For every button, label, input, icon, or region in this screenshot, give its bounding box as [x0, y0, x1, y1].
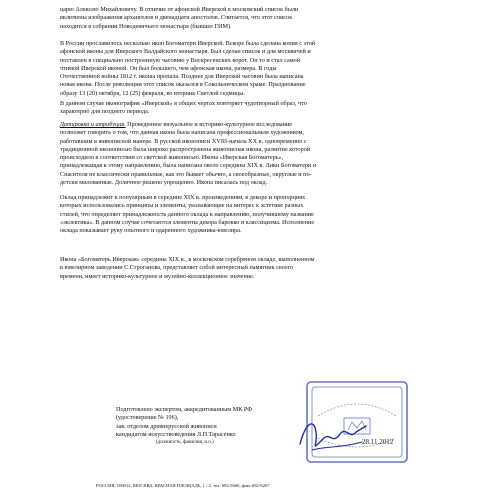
- text-line: которых использовались принципы и элементы, указывающие на интерес к эстетике разных: [60, 202, 304, 210]
- paragraph-conclusion: [60, 256, 472, 281]
- paragraph-iconography: [60, 100, 472, 117]
- text-line: кандидатом искусствоведения Л.П.Тарасенко: [116, 430, 236, 438]
- text-line: в ювелирном заведении С.Строганова, представляет собой интересный памятник своего: [60, 264, 294, 272]
- document-date: 28.11.2012: [362, 438, 394, 446]
- text-line: позволяет говорить о том, что данная икона была написана профессиональным художником,: [60, 129, 304, 137]
- text-line: оклада показывает руку опытного и одаренного художника-ювелира.: [60, 227, 242, 235]
- text-line: В России прославилось несколько икон Богоматери Иверской. Вскоре была сделана копия с этой: [60, 40, 316, 47]
- text-line: В данном случае иконография «Иверской» в общих чертах повторяет чудотворный образ, что: [60, 100, 307, 107]
- text-line: происходило в соответствии со светской живописью. Икона «Иверская Богоматерь»,: [60, 154, 284, 162]
- text-line: включены изображения архангелов и двенадцати апостолов. Считается, что этот список: [60, 14, 293, 22]
- text-line: «эклектика». В данном случае сочетаются элементы декора барокко и классицизма. Исполнение: [60, 218, 315, 226]
- text-line: поставлен в специально построенную часовню у Воскресенских ворот. Он то и стал самой: [60, 56, 301, 64]
- text-line: Икона «Богоматерь Иверская» середины XIX в., в московском серебряном окладе, выполненном: [60, 256, 315, 263]
- paragraph-history: [60, 40, 472, 98]
- handwritten-signature: [292, 410, 372, 460]
- text-fragment: Проведенное визуальное и историко-культурное исследование: [125, 121, 293, 128]
- text-line: зав. отделом древнерусской живописи: [116, 422, 217, 430]
- signature-caption: (должность, фамилия, и.о.): [156, 440, 214, 446]
- expert-signature-block: [116, 406, 252, 447]
- dating-heading: Датировка и атрибуция.: [60, 121, 126, 128]
- text-line: находится в собрании Новодевичьего монастыря (бывшее ГИМ).: [60, 22, 232, 30]
- text-line: образу 13 (20) октября, 12 (25) февраля, во вторник Светлой седмицы.: [60, 89, 245, 97]
- text-line: царю Алексею Михайловичу. В отличие от афонской Иверской в московский список были: [60, 6, 299, 13]
- text-line: детски милованные. Доличное решено упрощенно. Икона писалась под оклад.: [60, 179, 268, 187]
- text-line: (удостоверение № 196),: [116, 414, 179, 422]
- text-line: Отечественной войны 1812 г. иконы пропала. Позднее для Иверской часовни была написана: [60, 73, 304, 81]
- page-footer: РОССИЯ, 109012, МОСКВА, КРАСНАЯ ПЛОЩАДЬ, 1 / 2, тел. 692-5660, факс 692-6267: [96, 483, 270, 488]
- text-line: традиционной иконописью была широко распространена живописная икона, развитие которой: [60, 145, 311, 153]
- text-line: работавшим в живописной манере. В русской иконописи XVIII-начала XX в. одновременно с: [60, 137, 307, 145]
- text-line: стилей, что определяет принадлежность данного оклада к направлению, получившему название: [60, 210, 314, 218]
- paragraph-dating: [60, 121, 472, 187]
- text-line: Оклад принадлежит к популярным в середине XIX в. произведениям, в декоре и пропорциях: [60, 194, 306, 201]
- paragraph-oklad: [60, 194, 472, 235]
- text-line: Спасителя не классически правильные, как это бывает обычно, а своеобразные, округлые и по-: [60, 170, 312, 178]
- text-line: принадлежащая к этому направлению, была написана около середины XIX в. Лики Богоматери и: [60, 162, 317, 170]
- text-line: времени, имеет историко-культурное и музейно-коллекционное значение.: [60, 272, 255, 280]
- text-line: характерно для позднего периода.: [60, 108, 150, 116]
- paragraph-intro: [60, 6, 472, 31]
- text-line: чтимой Иверской иконой. Он был большего, чем афонская икона, размера. В годы: [60, 64, 277, 72]
- text-line: афонской иконы для Иверского Валдайского монастыря. Был сделан список и для москвичей и: [60, 48, 311, 56]
- text-line: [60, 121, 472, 129]
- text-line: новая икона. После революции этот список оказался в Сокольническом храме. Празднование: [60, 81, 306, 89]
- text-line: Подготовлено экспертом, аккредитованным МК РФ: [116, 406, 253, 413]
